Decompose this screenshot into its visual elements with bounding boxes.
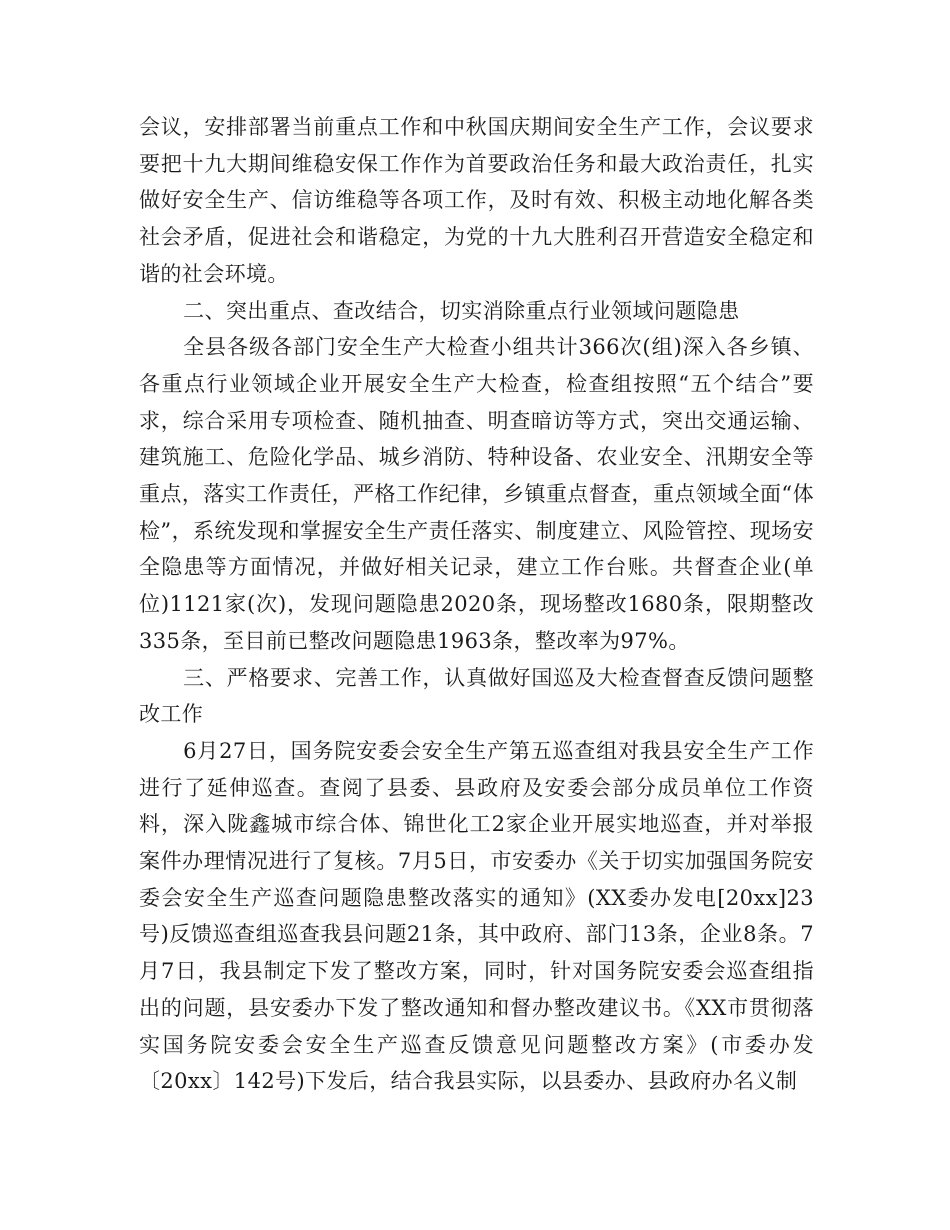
paragraph-rectification: 6月27日，国务院安委会安全生产第五巡查组对我县安全生产工作进行了延伸巡查。查阅了县委、县政府及安委会部分成员单位工作资料，深入陇鑫城市综合体、锦世化工2家企业开展实地巡查，并对举报案件办理情况进行了复核。7月5日，市安委办《关于切实加强国务院安委会安全生产巡查问题隐患整改落实的通知》(XX委办发电[20xx]23号)反馈巡查组巡查我县问题21条，其中政府、部门13条，企业8条。7月7日，我县制定下发了整改方案，同时，针对国务院安委会巡查组指出的问题，县安委办下发了整改通知和督办整改建议书。《XX市贯彻落实国务院安委会安全生产巡查反馈意见问题整改方案》(市委办发〔20xx〕142号)下发后，结合我县实际，以县委办、县政府办名义制 <box>139 738 814 1094</box>
section-heading-2: 二、突出重点、查改结合，切实消除重点行业领域问题隐患 <box>183 298 740 323</box>
document-body <box>139 109 814 1100</box>
paragraph-inspection-results: 全县各级各部门安全生产大检查小组共计366次(组)深入各乡镇、各重点行业领域企业开展安全生产大检查，检查组按照“五个结合”要求，综合采用专项检查、随机抽查、明查暗访等方式，突出交通运输、建筑施工、危险化学品、城乡消防、特种设备、农业安全、汛期安全等重点，落实工作责任，严格工作纪律，乡镇重点督查，重点领域全面“体检”，系统发现和掌握安全生产责任落实、制度建立、风险管控、现场安全隐患等方面情况，并做好相关记录，建立工作台账。共督查企业(单位)1121家(次)，发现问题隐患2020条，现场整改1680条，限期整改335条，至目前已整改问题隐患1963条，整改率为97%。 <box>139 335 814 653</box>
paragraph-meeting-summary: 会议，安排部署当前重点工作和中秋国庆期间安全生产工作，会议要求要把十九大期间维稳安保工作作为首要政治任务和最大政治责任，扎实做好安全生产、信访维稳等各项工作，及时有效、积极主动地化解各类社会矛盾，促进社会和谐稳定，为党的十九大胜利召开营造安全稳定和谐的社会环境。 <box>139 115 814 286</box>
section-heading-3: 三、严格要求、完善工作，认真做好国巡及大检查督查反馈问题整改工作 <box>139 665 814 727</box>
